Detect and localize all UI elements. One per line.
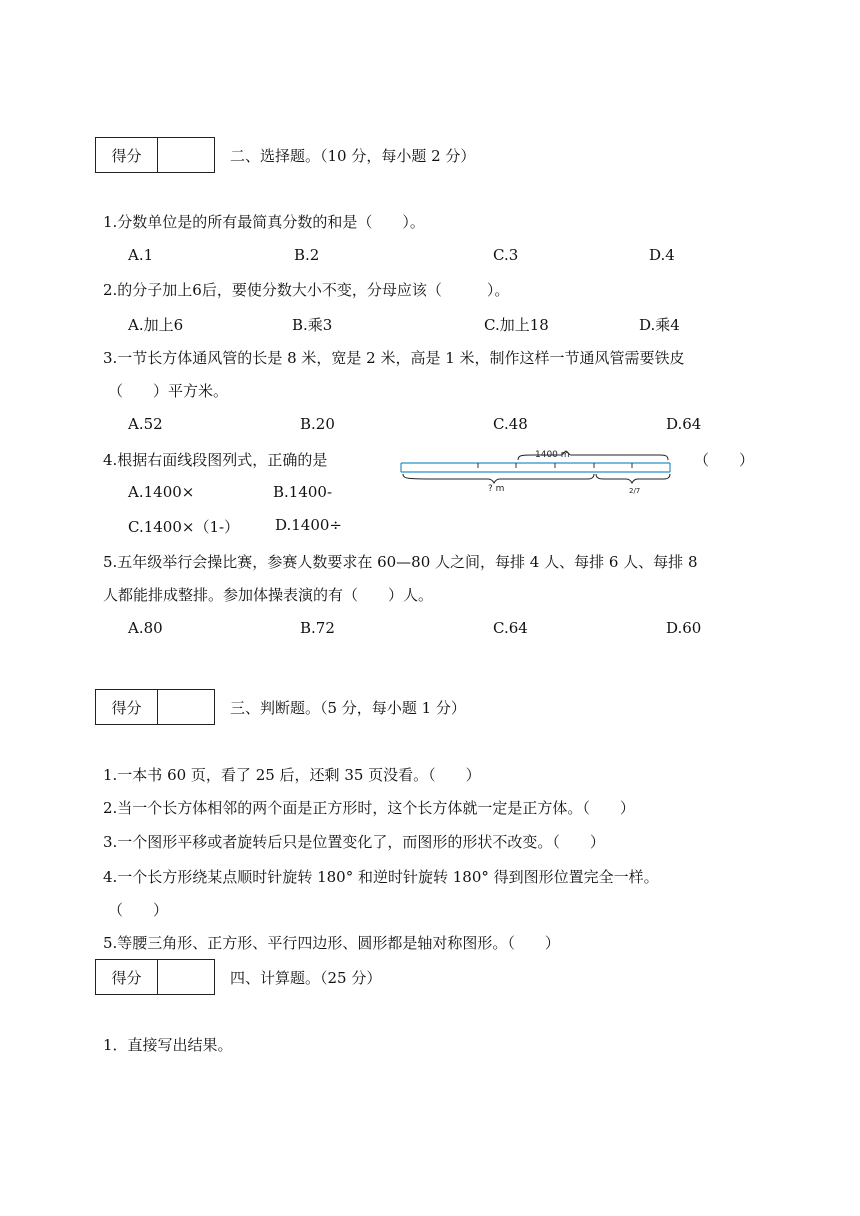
question-2-text: 2.的分子加上6后，要使分数大小不变，分母应该（ ）。: [103, 281, 510, 299]
judgment-item-5: 5.等腰三角形、正方形、平行四边形、圆形都是轴对称图形。（ ）: [103, 934, 560, 952]
score-blank[interactable]: [158, 960, 214, 994]
q4-option-a: A.1400×: [128, 483, 195, 501]
q2-option-d: D.乘4: [639, 316, 680, 334]
q5-option-b: B.72: [300, 619, 335, 637]
judgment-item-2: 2.当一个长方体相邻的两个面是正方形时，这个长方体就一定是正方体。（ ）: [103, 799, 635, 817]
score-box-section4: [95, 959, 215, 995]
diagram-top-label: 1400 m: [535, 450, 570, 460]
score-label: 得分: [96, 690, 158, 724]
score-label: 得分: [96, 138, 158, 172]
calculation-question-1: 1．直接写出结果。: [103, 1036, 233, 1054]
q3-option-a: A.52: [128, 415, 163, 433]
judgment-item-4-paren: （ ）: [108, 901, 169, 919]
segment-ticks: [478, 463, 632, 468]
question-3-line1: 3.一节长方体通风管的长是 8 米，宽是 2 米，高是 1 米，制作这样一节通风管需要铁皮: [103, 349, 685, 367]
line-segment-diagram: [398, 446, 674, 506]
bottom-left-brace: [403, 474, 594, 483]
judgment-item-4: 4.一个长方形绕某点顺时针旋转 180° 和逆时针旋转 180° 得到图形位置完全一样。: [103, 868, 659, 886]
q1-option-c: C.3: [493, 246, 519, 264]
question-5-line2: 人都能排成整排。参加体操表演的有（ ）人。: [103, 586, 434, 604]
q1-option-b: B.2: [294, 246, 320, 264]
q5-option-d: D.60: [666, 619, 702, 637]
q4-option-b: B.1400-: [273, 483, 333, 501]
q3-option-c: C.48: [493, 415, 528, 433]
question-3-line2: （ ）平方米。: [108, 382, 229, 400]
diagram-bottom-left-label: ? m: [488, 484, 505, 494]
judgment-item-3: 3.一个图形平移或者旋转后只是位置变化了，而图形的形状不改变。（ ）: [103, 833, 605, 851]
question-4-paren: （ ）: [694, 451, 755, 469]
bottom-right-brace: [596, 474, 670, 483]
question-4-text: 4.根据右面线段图列式，正确的是: [103, 451, 328, 469]
q5-option-c: C.64: [493, 619, 528, 637]
q1-option-d: D.4: [649, 246, 675, 264]
score-box-section3: [95, 689, 215, 725]
line-segment-bars: [401, 463, 670, 472]
diagram-bottom-right-label: 2/7: [629, 487, 641, 495]
score-box-section2: [95, 137, 215, 173]
q5-option-a: A.80: [128, 619, 163, 637]
q4-option-d: D.1400÷: [275, 516, 343, 534]
score-blank[interactable]: [158, 138, 214, 172]
q2-option-c: C.加上18: [484, 316, 549, 334]
q2-option-a: A.加上6: [128, 316, 184, 334]
question-1-text: 1.分数单位是的所有最简真分数的和是（ ）。: [103, 213, 425, 231]
q1-option-a: A.1: [128, 246, 154, 264]
score-blank[interactable]: [158, 690, 214, 724]
section-title-choice: 二、选择题。（10 分，每小题 2 分）: [230, 147, 476, 165]
score-label: 得分: [96, 960, 158, 994]
q4-option-c: C.1400×（1-）: [128, 518, 240, 536]
q2-option-b: B.乘3: [292, 316, 333, 334]
q3-option-b: B.20: [300, 415, 335, 433]
q3-option-d: D.64: [666, 415, 702, 433]
section-title-calculation: 四、计算题。（25 分）: [230, 969, 382, 987]
question-5-line1: 5.五年级举行会操比赛，参赛人数要求在 60—80 人之间，每排 4 人、每排 6 人、每排 8: [103, 553, 698, 571]
section-title-judgment: 三、判断题。（5 分，每小题 1 分）: [230, 699, 466, 717]
judgment-item-1: 1.一本书 60 页，看了 25 后，还剩 35 页没看。（ ）: [103, 766, 481, 784]
